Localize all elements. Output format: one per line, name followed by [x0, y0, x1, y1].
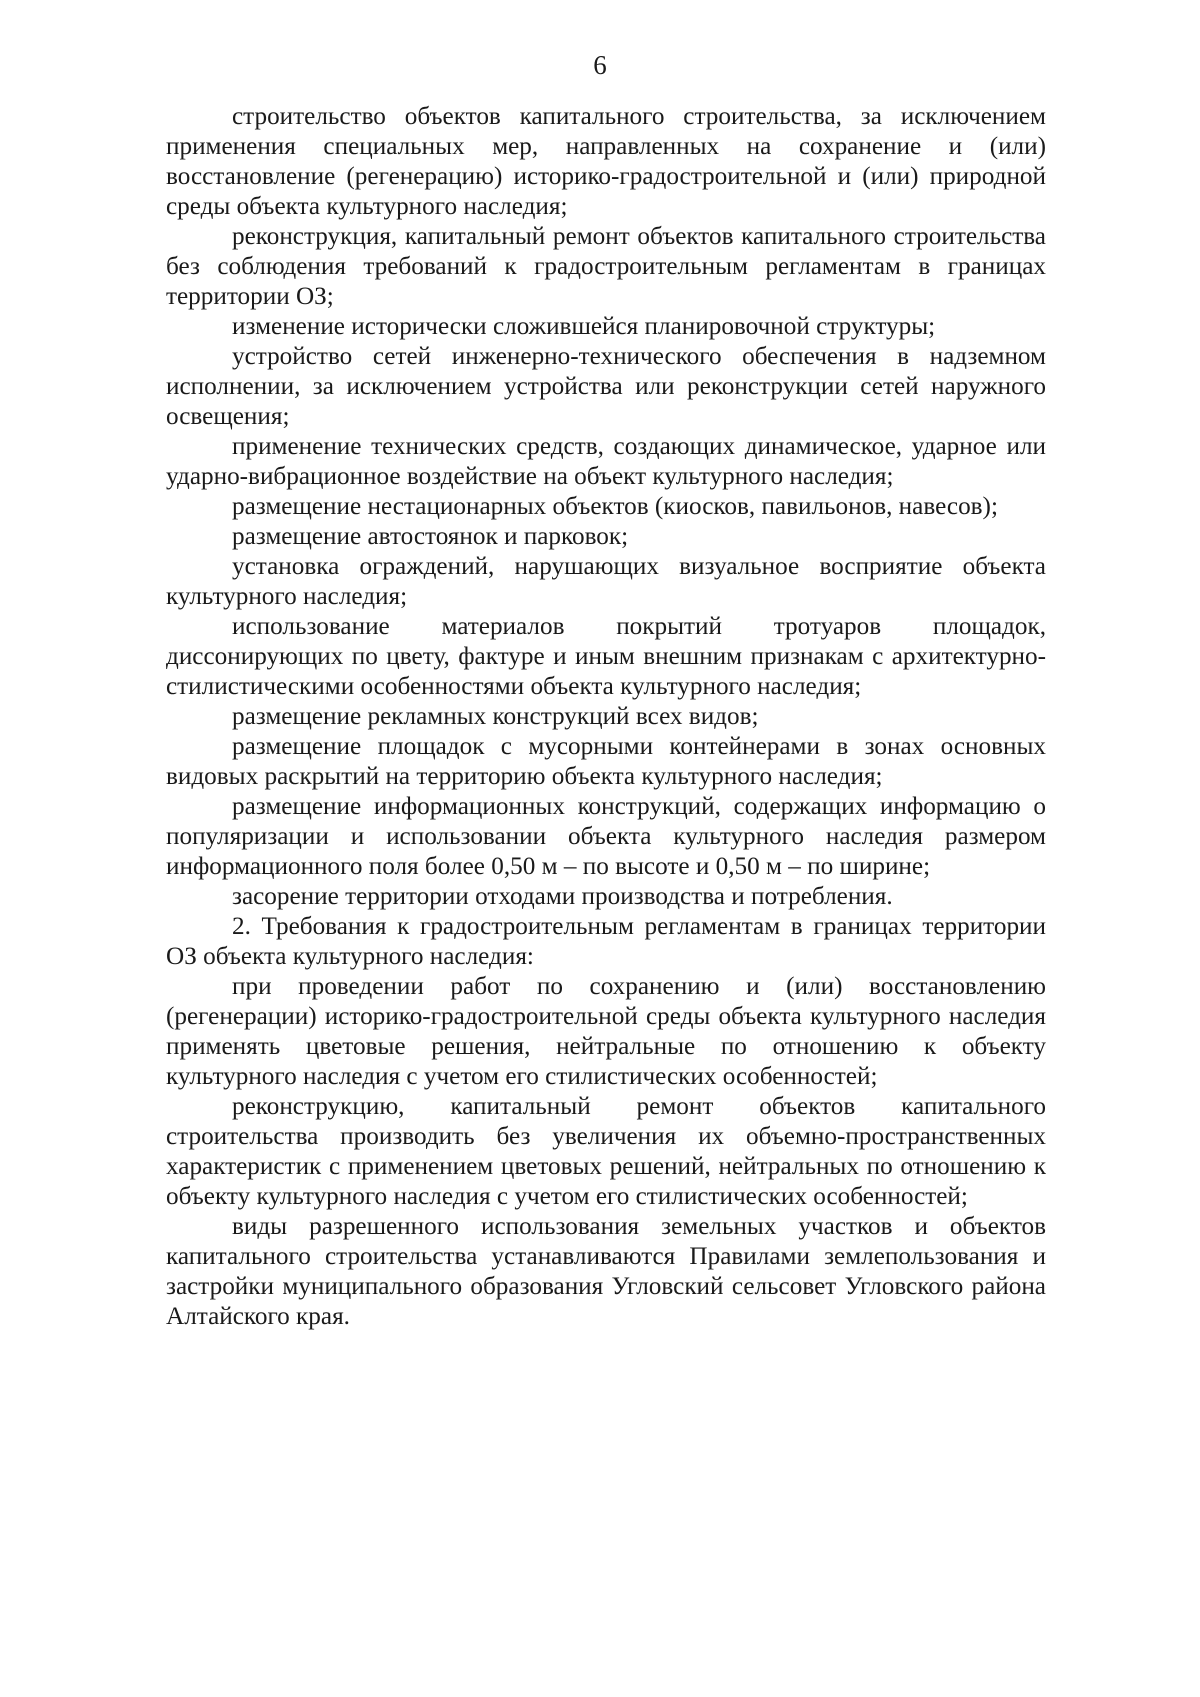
- paragraph: реконструкция, капитальный ремонт объектов капитального строительства без соблюдения требований к градостроительным регламентам в границах территории ОЗ;: [166, 223, 1046, 310]
- paragraph: виды разрешенного использования земельных участков и объектов капитального строительства устанавливаются Правилами землепользования и застройки муниципального образования Угловский сельсовет Угловского района Алтайского края.: [166, 1213, 1046, 1330]
- paragraph: применение технических средств, создающих динамическое, ударное или ударно-вибрационное воздействие на объект культурного наследия;: [166, 433, 1046, 490]
- paragraph: установка ограждений, нарушающих визуальное восприятие объекта культурного наследия;: [166, 553, 1046, 610]
- paragraph: строительство объектов капитального строительства, за исключением применения специальных мер, направленных на сохранение и (или) восстановление (регенерацию) историко-градостроительной и (или) природной среды объекта культурного наследия;: [166, 103, 1046, 220]
- paragraph: реконструкцию, капитальный ремонт объектов капитального строительства производить без увеличения их объемно-пространственных характеристик с применением цветовых решений, нейтральных по отношению к объекту культурного наследия с учетом его стилистических особенностей;: [166, 1093, 1046, 1210]
- paragraph: размещение нестационарных объектов (киосков, павильонов, навесов);: [232, 493, 998, 520]
- paragraph: устройство сетей инженерно-технического обеспечения в надземном исполнении, за исключением устройства или реконструкции сетей наружного освещения;: [166, 343, 1046, 430]
- paragraph: использование материалов покрытий тротуаров площадок, диссонирующих по цвету, фактуре и иным внешним признакам с архитектурно-стилистическими особенностями объекта культурного наследия;: [166, 613, 1046, 700]
- paragraph: засорение территории отходами производства и потребления.: [232, 883, 893, 910]
- paragraph: изменение исторически сложившейся планировочной структуры;: [232, 313, 936, 340]
- page-number: 6: [593, 50, 607, 80]
- paragraph: размещение автостоянок и парковок;: [232, 523, 629, 550]
- section-heading-paragraph: 2. Требования к градостроительным регламентам в границах территории ОЗ объекта культурного наследия:: [166, 913, 1046, 970]
- paragraph: размещение рекламных конструкций всех видов;: [232, 703, 759, 730]
- paragraph: размещение информационных конструкций, содержащих информацию о популяризации и использовании объекта культурного наследия размером информационного поля более 0,50 м – по высоте и 0,50 м – по ширине;: [166, 793, 1046, 880]
- paragraph: при проведении работ по сохранению и (или) восстановлению (регенерации) историко-градостроительной среды объекта культурного наследия применять цветовые решения, нейтральные по отношению к объекту культурного наследия с учетом его стилистических особенностей;: [166, 973, 1046, 1090]
- paragraph: размещение площадок с мусорными контейнерами в зонах основных видовых раскрытий на территорию объекта культурного наследия;: [166, 733, 1046, 790]
- document-body: [166, 102, 1046, 1332]
